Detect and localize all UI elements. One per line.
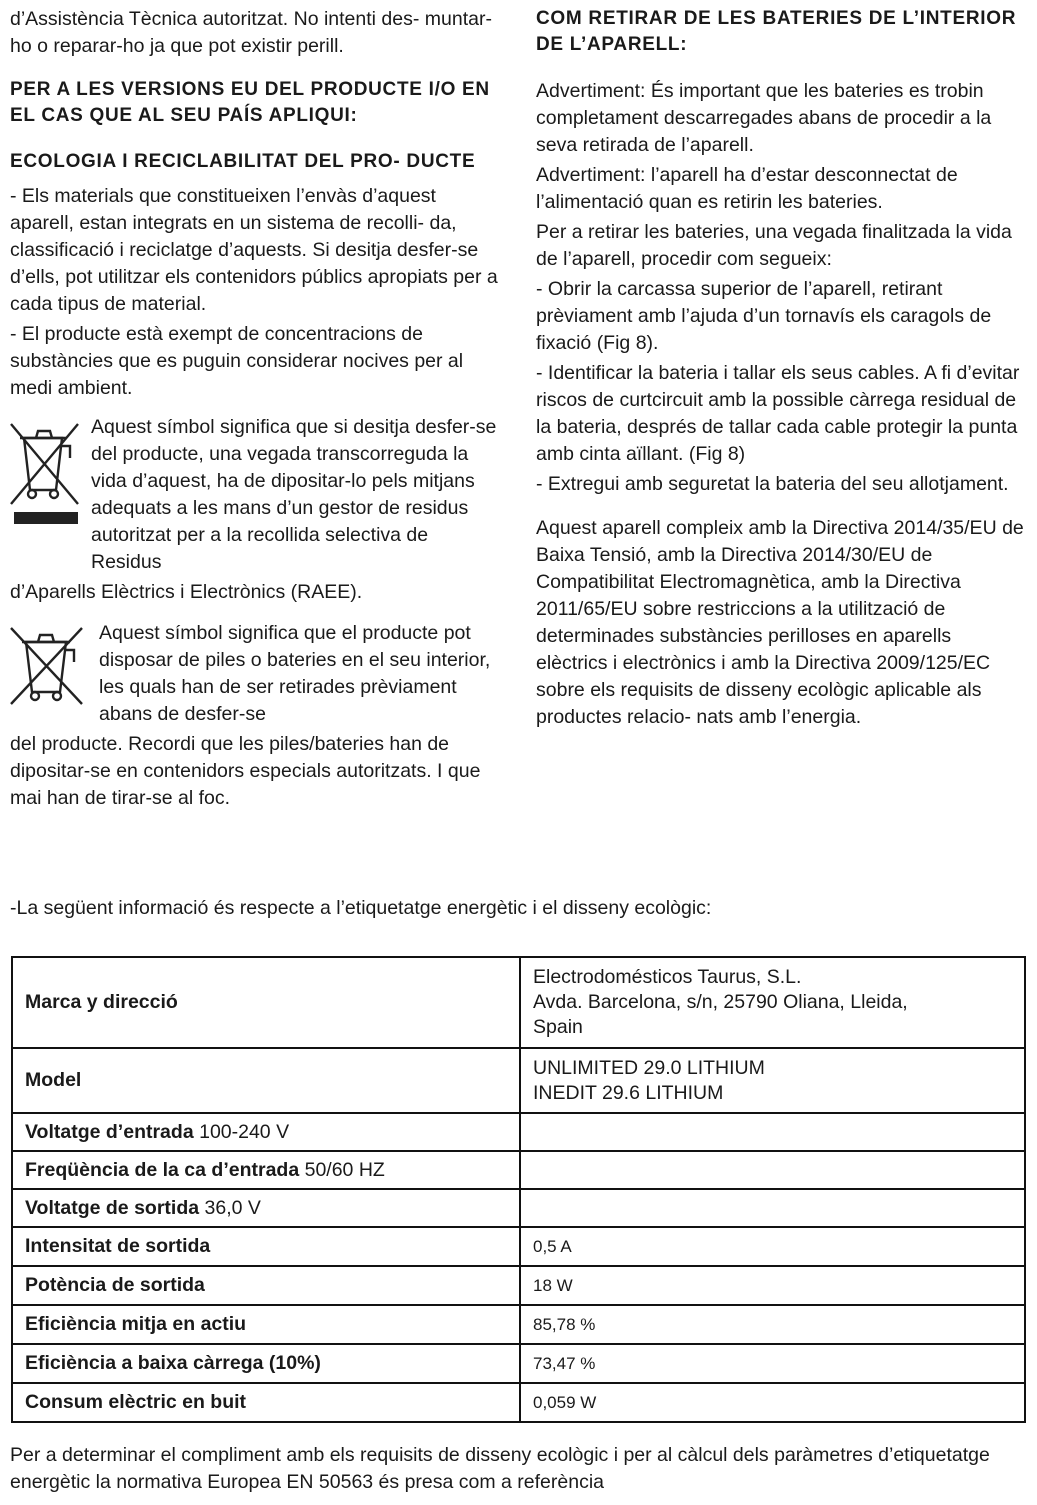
model-name-2: INEDIT 29.6 LITHIUM (533, 1081, 724, 1104)
step-extract-battery: - Extregui amb seguretat la bateria del seu allotjament. (536, 473, 1009, 495)
packaging-materials-paragraph: - Els materials que constitueixen l’envàs d’aquest aparell, estan integrats en un sistema de recolli- da, classificació i reciclatge d’aquests. Si desitja desfer-se d’ells, pot utilitzar els contenidors públics apropiats per a cada tipus de material. (10, 185, 498, 315)
input-voltage-value: 100-240 V (199, 1120, 290, 1143)
model-label: Model (12, 1048, 520, 1113)
table-row (12, 1344, 1025, 1383)
step-open-casing: - Obrir la carcassa superior de l’aparell, retirant prèviament amb l’ajuda d’un tornavís els caragols de fixació (Fig 8). (536, 278, 992, 354)
input-voltage-label: Voltatge d’entrada (25, 1120, 194, 1143)
warning-disconnected: Advertiment: l’aparell ha d’estar desconnectat de l’alimentació quan es retirin les bateries. (536, 164, 958, 213)
crossed-bin-bar-icon (8, 418, 82, 538)
service-note: d’Assistència Tècnica autoritzat. No intenti des- muntar-ho o reparar-ho ja que pot existir perill. (10, 8, 492, 57)
energy-label-intro: -La següent informació és respecte a l’etiquetatge energètic i el disseny ecològic: (10, 897, 712, 919)
left-column (10, 6, 500, 815)
table-row (12, 1383, 1025, 1422)
standard-reference-footer: Per a determinar el compliment amb els requisits de disseny ecològic i per al càlcul dels paràmetres d’etiquetatge energètic la normativa Europea EN 50563 és presa com a referència (10, 1444, 990, 1493)
brand-address-value (520, 957, 1025, 1048)
table-row (12, 1227, 1025, 1266)
brand-name: Electrodomésticos Taurus, S.L. (533, 966, 802, 988)
ecology-heading: ECOLOGIA I RECICLABILITAT DEL PRO- DUCTE (10, 151, 476, 172)
address-line: Avda. Barcelona, s/n, 25790 Oliana, Lleida, (533, 991, 908, 1013)
low-load-efficiency-value: 73,47 % (520, 1344, 1025, 1383)
right-column (536, 6, 1028, 734)
energy-spec-table (11, 956, 1026, 1423)
steps-intro: Per a retirar les bateries, una vegada finalitzada la vida de l’aparell, procedir com segueix: (536, 221, 1012, 270)
avg-active-efficiency-label: Eficiència mitja en actiu (12, 1305, 520, 1344)
brand-address-label: Marca y direcció (12, 957, 520, 1048)
model-name-1: UNLIMITED 29.0 LITHIUM (533, 1056, 765, 1079)
model-value (520, 1048, 1025, 1113)
table-row (12, 957, 1025, 1048)
battery-symbol-continuation: del producte. Recordi que les piles/bateries han de dipositar-se en contenidors especials autoritzats. I que mai han de tirar-se al foc. (10, 733, 481, 809)
weee-symbol-continuation: d’Aparells Elèctrics i Electrònics (RAEE). (10, 581, 363, 603)
empty-cell (520, 1189, 1025, 1227)
table-row (12, 1151, 1025, 1189)
crossed-bin-icon (8, 622, 88, 714)
low-load-efficiency-label: Eficiència a baixa càrrega (10%) (12, 1344, 520, 1383)
output-power-label: Potència de sortida (12, 1266, 520, 1305)
substances-paragraph: - El producte està exempt de concentracions de substàncies que es puguin considerar nocives per al medi ambient. (10, 323, 464, 399)
warning-discharged: Advertiment: És important que les bateries es trobin completament descarregades abans de procedir a la seva retirada de l’aparell. (536, 80, 992, 156)
table-row (12, 1113, 1025, 1151)
weee-symbol-block (10, 414, 500, 576)
output-voltage-cell (12, 1189, 520, 1227)
no-load-consumption-value: 0,059 W (520, 1383, 1025, 1422)
input-frequency-label: Freqüència de la ca d’entrada (25, 1158, 300, 1181)
output-current-label: Intensitat de sortida (12, 1227, 520, 1266)
output-voltage-label: Voltatge de sortida (25, 1196, 200, 1219)
output-current-value: 0,5 A (520, 1227, 1025, 1266)
table-row (12, 1305, 1025, 1344)
battery-symbol-text: Aquest símbol significa que el producte pot disposar de piles o bateries en el seu interior, les quals han de ser retirades prèviament abans de desfer-se (99, 622, 491, 725)
input-voltage-cell (12, 1113, 520, 1151)
output-power-value: 18 W (520, 1266, 1025, 1305)
output-voltage-value: 36,0 V (204, 1196, 261, 1219)
table-row (12, 1048, 1025, 1113)
avg-active-efficiency-value: 85,78 % (520, 1305, 1025, 1344)
table-row (12, 1189, 1025, 1227)
empty-cell (520, 1113, 1025, 1151)
weee-symbol-text: Aquest símbol significa que si desitja desfer-se del producte, una vegada transcorreguda la vida d’aquest, ha de dipositar-lo pels mitjans adequats a les mans d’un gestor de residus autoritzat per a la recollida selectiva de Residus (91, 416, 497, 573)
no-load-consumption-label: Consum elèctric en buit (12, 1383, 520, 1422)
input-frequency-cell (12, 1151, 520, 1189)
empty-cell (520, 1151, 1025, 1189)
battery-symbol-block (10, 620, 500, 728)
directives-compliance: Aquest aparell compleix amb la Directiva 2014/35/EU de Baixa Tensió, amb la Directiva 2014/30/EU de Compatibilitat Electromagnètica, amb la Directiva 2011/65/EU sobre restriccions a la utilització de determinades substàncies perilloses en aparells elèctrics i electrònics i amb la Directiva 2009/125/EC sobre els requisits de disseny ecològic aplicable als productes relacio- nats amb l’energia. (536, 517, 1024, 728)
battery-removal-heading: COM RETIRAR DE LES BATERIES DE L’INTERIOR DE L’APARELL: (536, 8, 1017, 55)
address-country: Spain (533, 1016, 583, 1038)
input-frequency-value: 50/60 HZ (304, 1158, 385, 1181)
step-cut-cables: - Identificar la bateria i tallar els seus cables. A fi d’evitar riscos de curtcircuit amb la possible càrrega residual de la bateria, després de tallar cada cable protegir la punta amb cinta aïllant. (Fig 8) (536, 362, 1020, 465)
eu-versions-heading: PER A LES VERSIONS EU DEL PRODUCTE I/O EN EL CAS QUE AL SEU PAÍS APLIQUI: (10, 79, 490, 126)
table-row (12, 1266, 1025, 1305)
